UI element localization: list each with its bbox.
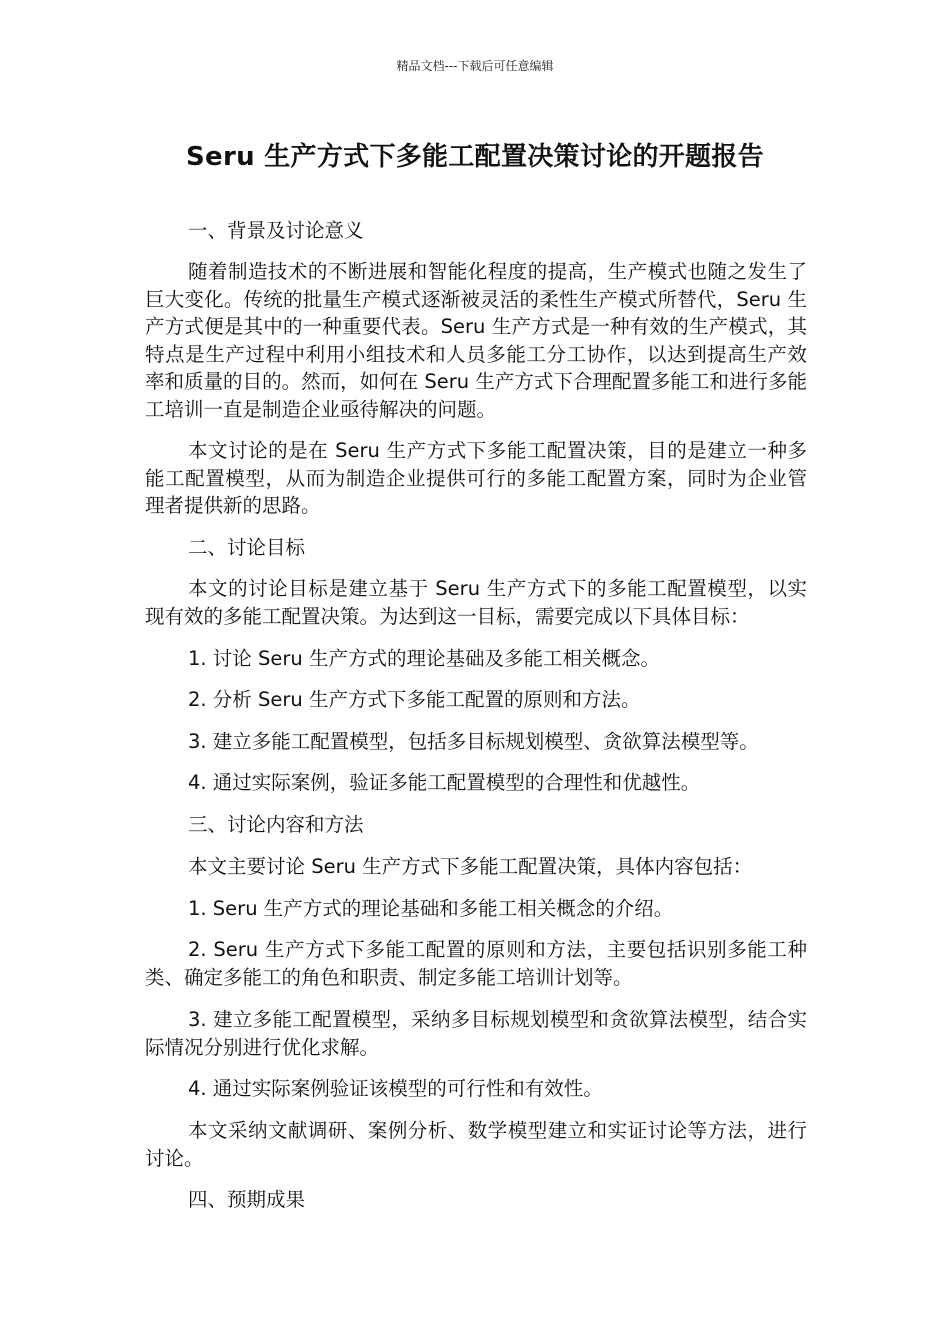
list-item-text: 3. 建立多能工配置模型，采纳多目标规划模型和贪欲算法模型，结合实际情况分别进行优化求解。 [145,1008,807,1059]
paragraph-methods [145,1117,807,1172]
paragraph-text: 本文的讨论目标是建立基于 Seru 生产方式下的多能工配置模型，以实现有效的多能工配置决策。为达到这一目标，需要完成以下具体目标： [145,577,807,628]
paragraph-content-intro: 本文主要讨论 Seru 生产方式下多能工配置决策，具体内容包括： [188,855,753,878]
document-title: Seru 生产方式下多能工配置决策讨论的开题报告 [186,142,764,172]
section-heading-objectives: 二、讨论目标 [188,536,306,559]
header-note: 精品文档---下载后可任意编辑 [396,59,554,73]
list-item-multiline [145,936,807,991]
paragraph-text: 本文采纳文献调研、案例分析、数学模型建立和实证讨论等方法，进行讨论。 [145,1119,807,1170]
section-heading-content-methods: 三、讨论内容和方法 [188,813,364,836]
list-item: 3. 建立多能工配置模型，包括多目标规划模型、贪欲算法模型等。 [188,730,759,753]
paragraph-purpose [145,437,807,520]
paragraph-text: 本文讨论的是在 Seru 生产方式下多能工配置决策，目的是建立一种多能工配置模型，从而为制造企业提供可行的多能工配置方案，同时为企业管理者提供新的思路。 [145,439,807,517]
list-item: 4. 通过实际案例，验证多能工配置模型的合理性和优越性。 [188,771,701,794]
section-heading-background: 一、背景及讨论意义 [188,219,364,242]
list-item-text: 2. Seru 生产方式下多能工配置的原则和方法，主要包括识别多能工种类、确定多能工的角色和职责、制定多能工培训计划等。 [145,938,807,989]
list-item: 4. 通过实际案例验证该模型的可行性和有效性。 [188,1077,603,1100]
paragraph-background [145,258,807,423]
list-item-multiline [145,1006,807,1061]
list-item: 1. 讨论 Seru 生产方式的理论基础及多能工相关概念。 [188,647,660,670]
list-item: 2. 分析 Seru 生产方式下多能工配置的原则和方法。 [188,688,641,711]
paragraph-objectives [145,575,807,630]
section-heading-expected-results: 四、预期成果 [188,1188,306,1211]
list-item: 1. Seru 生产方式的理论基础和多能工相关概念的介绍。 [188,897,674,920]
paragraph-text: 随着制造技术的不断进展和智能化程度的提高，生产模式也随之发生了巨大变化。传统的批量生产模式逐渐被灵活的柔性生产模式所替代，Seru 生产方式便是其中的一种重要代表。Seru 生产方式是一种有效的生产模式，其特点是生产过程中利用小组技术和人员多能工分工协作，以达到提高生产效率和质量的目的。然而，如何在 Seru 生产方式下合理配置多能工和进行多能工培训一直是制造企业亟待解决的问题。 [145,260,807,421]
